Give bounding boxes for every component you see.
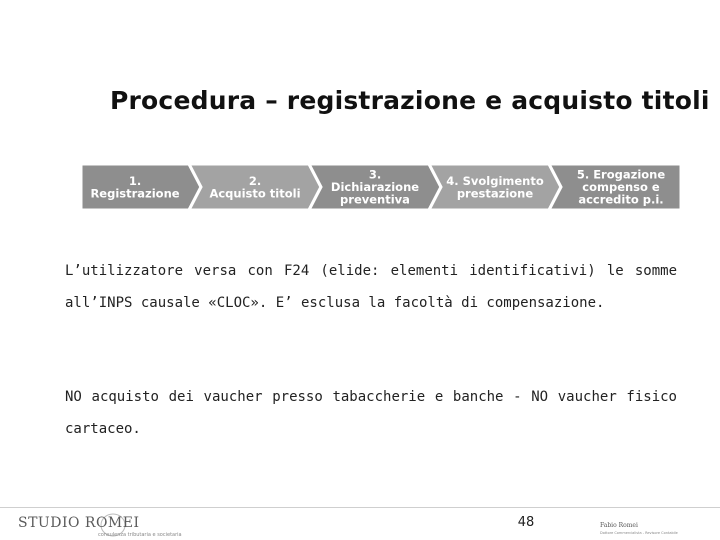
process-steps-graphic	[81, 160, 681, 214]
step-label-line: 5. Erogazione	[576, 167, 666, 182]
signature-mark	[600, 520, 710, 536]
step-label-line: compenso e	[582, 180, 660, 194]
step-5-label	[577, 168, 666, 207]
paragraph-no-vaucher	[65, 381, 677, 445]
footer-divider	[0, 507, 720, 508]
step-4-label	[446, 174, 544, 201]
paragraph-f24	[65, 255, 677, 319]
signature-subtitle: Dottore Commercialista - Revisore Contabile	[600, 531, 678, 535]
paragraph-line: NO acquisto dei vaucher presso tabaccherie e banche - NO vaucher fisico	[65, 389, 677, 405]
slide-title: Procedura – registrazione e acquisto titoli	[110, 86, 710, 115]
step-label-line: Dichiarazione	[330, 180, 420, 194]
paragraph-line: cartaceo.	[65, 421, 141, 437]
step-label-line: Acquisto titoli	[209, 186, 301, 201]
paragraph-line: all’INPS causale «CLOC». E’ esclusa la facoltà di compensazione.	[65, 295, 605, 311]
signature-name: Fabio Romei	[600, 522, 638, 529]
process-steps-bar	[81, 160, 681, 214]
step-label-line: preventiva	[340, 192, 410, 207]
logo-subtitle: consulenza tributaria e societaria	[98, 532, 182, 538]
paragraph-line: L’utilizzatore versa con F24 (elide: elementi identificativi) le somme	[65, 263, 677, 279]
step-label-line: 1.	[128, 173, 142, 188]
step-label-line: accredito p.i.	[578, 192, 664, 207]
step-label-line: Registrazione	[90, 186, 180, 201]
step-label-line: 2.	[248, 173, 262, 188]
step-label-line: prestazione	[456, 186, 534, 201]
step-label-line: 3.	[368, 167, 382, 182]
logo-text: STUDIO ROMEI	[18, 515, 140, 531]
step-label-line: 4. Svolgimento	[446, 173, 544, 188]
studio-romei-logo	[18, 512, 218, 538]
page-number: 48	[517, 515, 535, 530]
